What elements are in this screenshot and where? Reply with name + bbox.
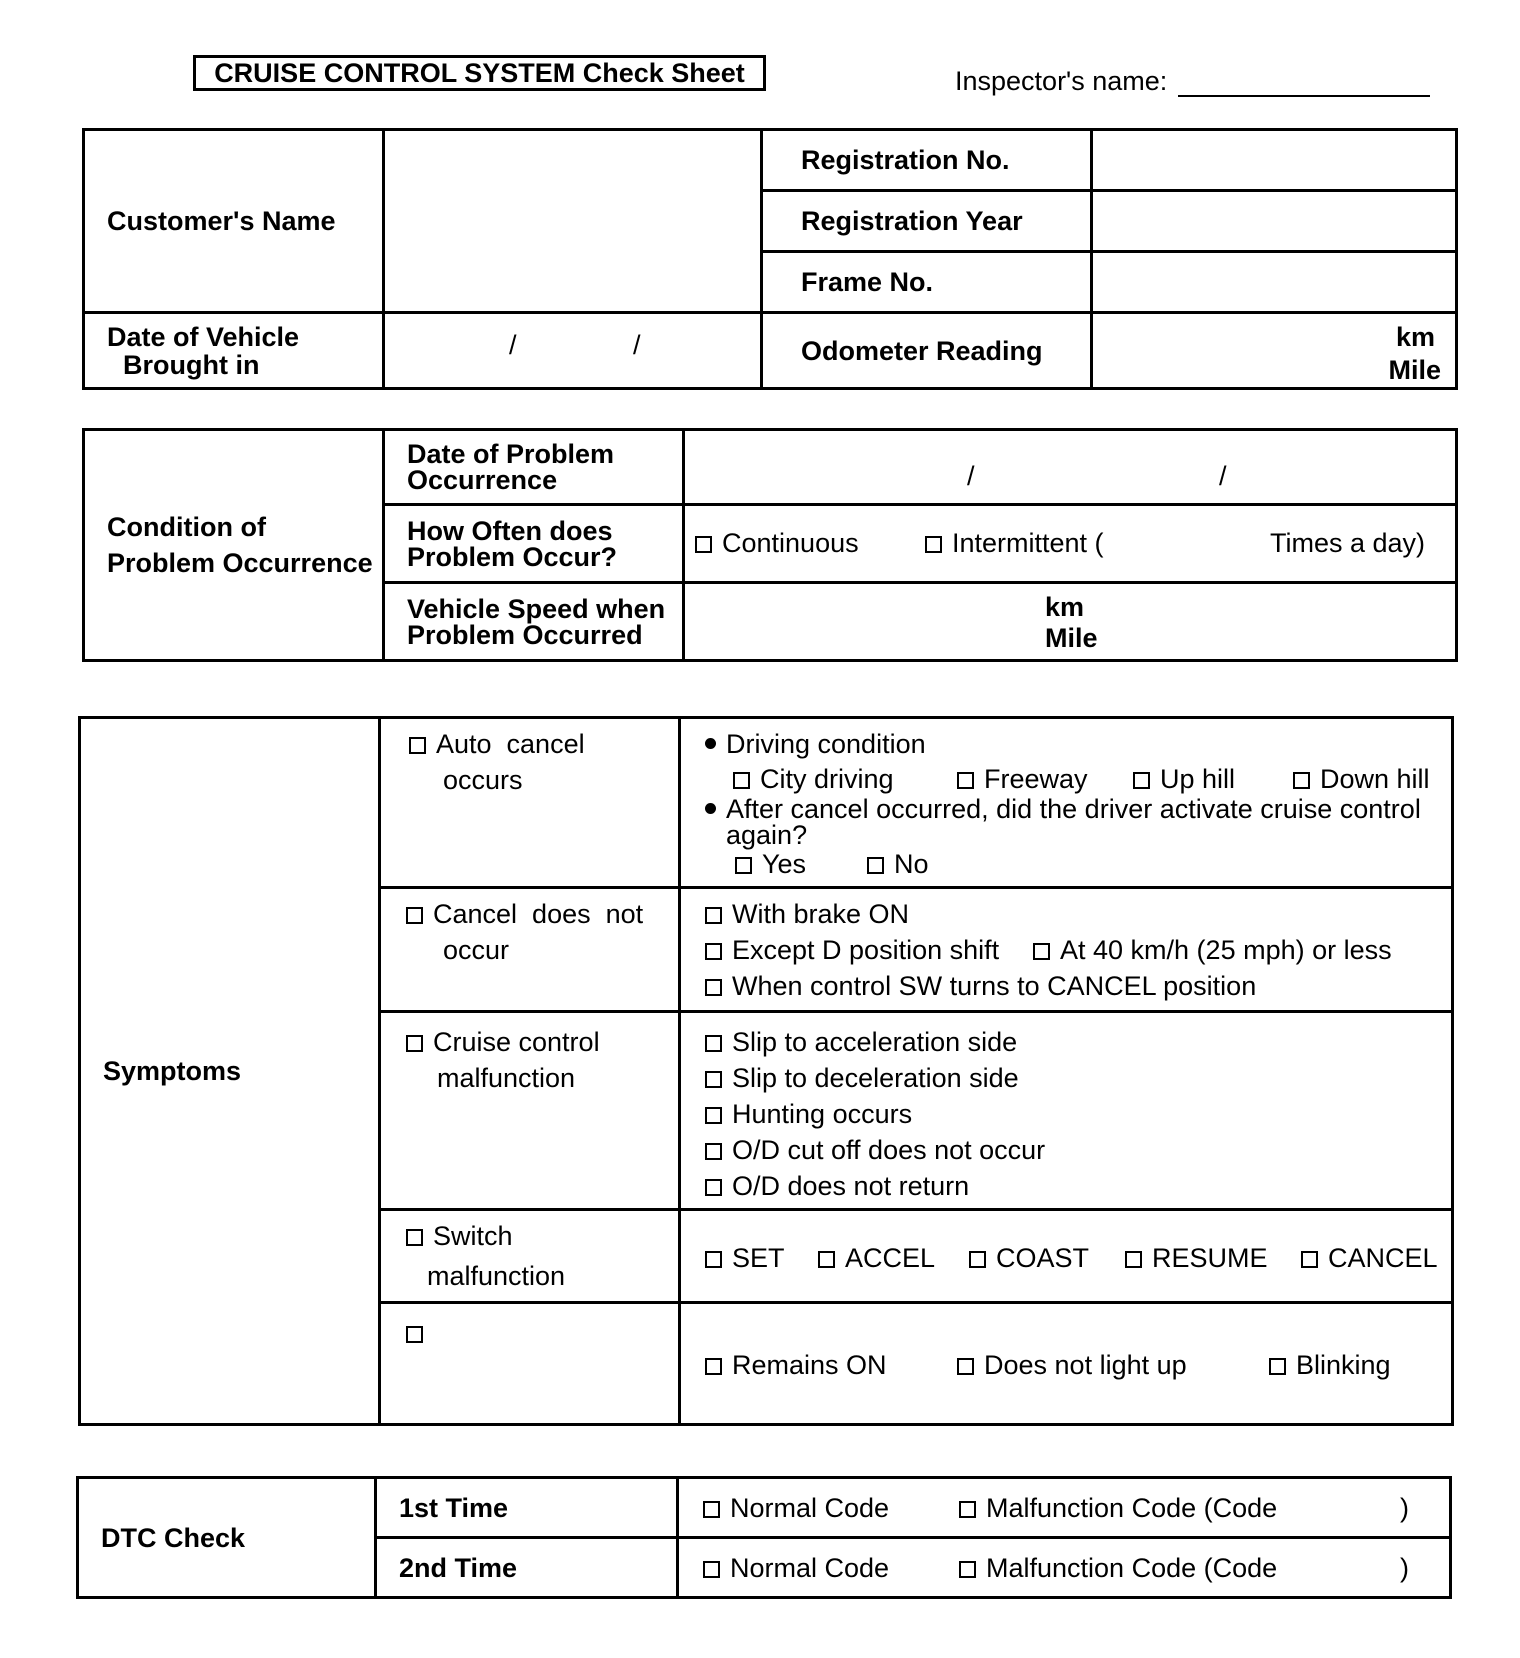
checkbox-icon[interactable] [957,772,974,789]
customer-name-label: Customer's Name [84,130,384,313]
odometer-field[interactable] [1092,313,1457,389]
except-d-option[interactable]: Except D position shift [705,935,999,965]
city-driving-option[interactable]: City driving [733,764,894,794]
date-separator: / [1219,461,1227,491]
checkbox-icon[interactable] [735,857,752,874]
checkbox-icon[interactable] [705,1179,722,1196]
speed-unit-mile: Mile [1045,623,1098,653]
yes-option[interactable]: Yes [735,849,806,879]
checkbox-icon[interactable] [406,907,423,924]
switch-option[interactable]: Switch [406,1221,513,1251]
checkbox-icon[interactable] [705,1071,722,1088]
condition-label-line2: Problem Occurrence [107,548,373,578]
symptoms-section-label: Symptoms [80,718,380,1425]
checkbox-icon[interactable] [969,1251,986,1268]
frequency-label [384,505,684,583]
dtc-second-label: 2nd Time [376,1538,678,1598]
auto-cancel-details [680,718,1453,888]
date-brought-field[interactable] [384,313,762,389]
checkbox-icon[interactable] [705,1143,722,1160]
switch-symptom [380,1210,680,1303]
frame-no-field[interactable] [1092,252,1457,313]
cancel-not-occur-option[interactable]: Cancel does not [406,899,643,929]
condition-section-label [84,430,384,661]
indicator-symptom [380,1303,680,1425]
checkbox-icon[interactable] [705,1107,722,1124]
checkbox-icon[interactable] [1293,772,1310,789]
speed-label-line1: Vehicle Speed when [407,593,666,624]
malfunction-option[interactable]: Cruise control [406,1027,600,1057]
frequency-options [684,505,1457,583]
malfunction-symptom [380,1012,680,1210]
speed-unit-km: km [1045,592,1085,622]
no-light-option[interactable]: Does not light up [957,1350,1187,1380]
cancel-sw-option[interactable]: When control SW turns to CANCEL position [705,971,1256,1001]
registration-no-field[interactable] [1092,130,1457,191]
second-malfunction-option[interactable]: Malfunction Code (Code [959,1553,1277,1583]
odometer-unit-km: km [1395,322,1435,352]
checkbox-icon[interactable] [406,1326,423,1343]
cancel-option[interactable]: CANCEL [1301,1243,1438,1273]
frequency-label-line2: Problem Occur? [407,541,618,572]
dtc-first-options [678,1478,1451,1538]
intermittent-option[interactable]: Intermittent ( [925,528,1104,558]
vehicle-info-table [82,128,1458,390]
checkbox-icon[interactable] [733,772,750,789]
cancel-not-occur-label-line2: occur [443,935,510,965]
date-brought-label-line1: Date of Vehicle [107,321,300,352]
checkbox-icon[interactable] [695,536,712,553]
checkbox-icon[interactable] [705,1251,722,1268]
problem-date-field[interactable] [684,430,1457,505]
frequency-label-line1: How Often does [407,515,613,546]
no-option[interactable]: No [867,849,929,879]
speed-label [384,583,684,661]
checkbox-icon[interactable] [1125,1251,1142,1268]
accel-option[interactable]: ACCEL [818,1243,935,1273]
second-normal-option[interactable]: Normal Code [703,1553,889,1583]
reactivate-question: After cancel occurred, did the driver activate cruise control [705,794,1421,824]
problem-date-label-line1: Date of Problem [407,439,615,469]
dtc-second-options [678,1538,1451,1598]
dtc-section-label: DTC Check [78,1478,376,1598]
times-a-day-label: Times a day) [1270,528,1426,558]
checkbox-icon[interactable] [867,857,884,874]
condition-label-line1: Condition of [107,512,266,542]
checkbox-icon[interactable] [818,1251,835,1268]
speed-label-line2: Problem Occurred [407,619,643,650]
resume-option[interactable]: RESUME [1125,1243,1268,1273]
inspector-name-label: Inspector's name: [955,66,1168,96]
cancel-not-occur-symptom [380,888,680,1012]
checkbox-icon[interactable] [959,1561,976,1578]
hunting-option[interactable]: Hunting occurs [705,1099,912,1129]
malfunction-label-line2: malfunction [437,1063,576,1093]
accel-side-option[interactable]: Slip to acceleration side [705,1027,1017,1057]
checkbox-icon[interactable] [409,737,426,754]
checkbox-icon[interactable] [1301,1251,1318,1268]
problem-date-label [384,430,684,505]
date-brought-label-line2: Brought in [123,349,260,380]
coast-option[interactable]: COAST [969,1243,1089,1273]
date-separator: / [967,461,975,491]
checkbox-icon[interactable] [705,979,722,996]
checkbox-icon[interactable] [705,943,722,960]
switch-details [680,1210,1453,1303]
continuous-option[interactable]: Continuous [695,528,859,558]
remains-on-option[interactable]: Remains ON [705,1350,887,1380]
indicator-details [680,1303,1453,1425]
od-return-option[interactable]: O/D does not return [705,1171,969,1201]
date-brought-label [84,313,384,389]
reactivate-question-line2: again? [726,820,808,850]
set-option[interactable]: SET [705,1243,785,1273]
checkbox-icon[interactable] [703,1561,720,1578]
downhill-option[interactable]: Down hill [1293,764,1430,794]
inspector-name-field[interactable] [1178,95,1430,97]
registration-year-label: Registration Year [762,191,1092,252]
checkbox-icon[interactable] [406,1229,423,1246]
first-malfunction-option[interactable]: Malfunction Code (Code [959,1493,1277,1523]
date-separator: / [633,330,641,360]
auto-cancel-symptom [380,718,680,888]
checkbox-icon[interactable] [959,1501,976,1518]
checkbox-icon[interactable] [957,1358,974,1375]
registration-year-field[interactable] [1092,191,1457,252]
frame-no-label: Frame No. [762,252,1092,313]
dtc-table [76,1476,1452,1599]
auto-cancel-option[interactable]: Auto cancel [409,729,585,759]
dtc-first-label: 1st Time [376,1478,678,1538]
speed-field[interactable] [684,583,1457,661]
check-sheet-title: CRUISE CONTROL SYSTEM Check Sheet [193,55,766,91]
checkbox-icon[interactable] [1133,772,1150,789]
bullet-icon [705,738,716,749]
symptoms-table [78,716,1454,1426]
customer-name-field[interactable] [384,130,762,313]
uphill-option[interactable]: Up hill [1133,764,1235,794]
checkbox-icon[interactable] [1033,943,1050,960]
decel-side-option[interactable]: Slip to deceleration side [705,1063,1019,1093]
date-separator: / [509,330,517,360]
close-paren: ) [1400,1553,1409,1583]
auto-cancel-label-line2: occurs [443,765,523,795]
checkbox-icon[interactable] [406,1035,423,1052]
checkbox-icon[interactable] [703,1501,720,1518]
odometer-unit-mile: Mile [1388,355,1441,385]
driving-condition-heading: Driving condition [705,729,926,759]
freeway-option[interactable]: Freeway [957,764,1088,794]
bullet-icon [705,803,716,814]
registration-no-label: Registration No. [762,130,1092,191]
checkbox-icon[interactable] [705,907,722,924]
malfunction-details [680,1012,1453,1210]
blinking-option[interactable]: Blinking [1269,1350,1391,1380]
odometer-label: Odometer Reading [762,313,1092,389]
close-paren: ) [1400,1493,1409,1523]
checkbox-icon[interactable] [925,536,942,553]
checkbox-icon[interactable] [1269,1358,1286,1375]
indicator-option[interactable] [406,1318,433,1348]
switch-label-line2: malfunction [427,1261,566,1291]
od-cut-option[interactable]: O/D cut off does not occur [705,1135,1045,1165]
checkbox-icon[interactable] [705,1358,722,1375]
condition-table [82,428,1458,662]
first-normal-option[interactable]: Normal Code [703,1493,889,1523]
brake-on-option[interactable]: With brake ON [705,899,909,929]
cancel-not-occur-details [680,888,1453,1012]
at-40-option[interactable]: At 40 km/h (25 mph) or less [1033,935,1392,965]
checkbox-icon[interactable] [705,1035,722,1052]
problem-date-label-line2: Occurrence [407,465,558,495]
